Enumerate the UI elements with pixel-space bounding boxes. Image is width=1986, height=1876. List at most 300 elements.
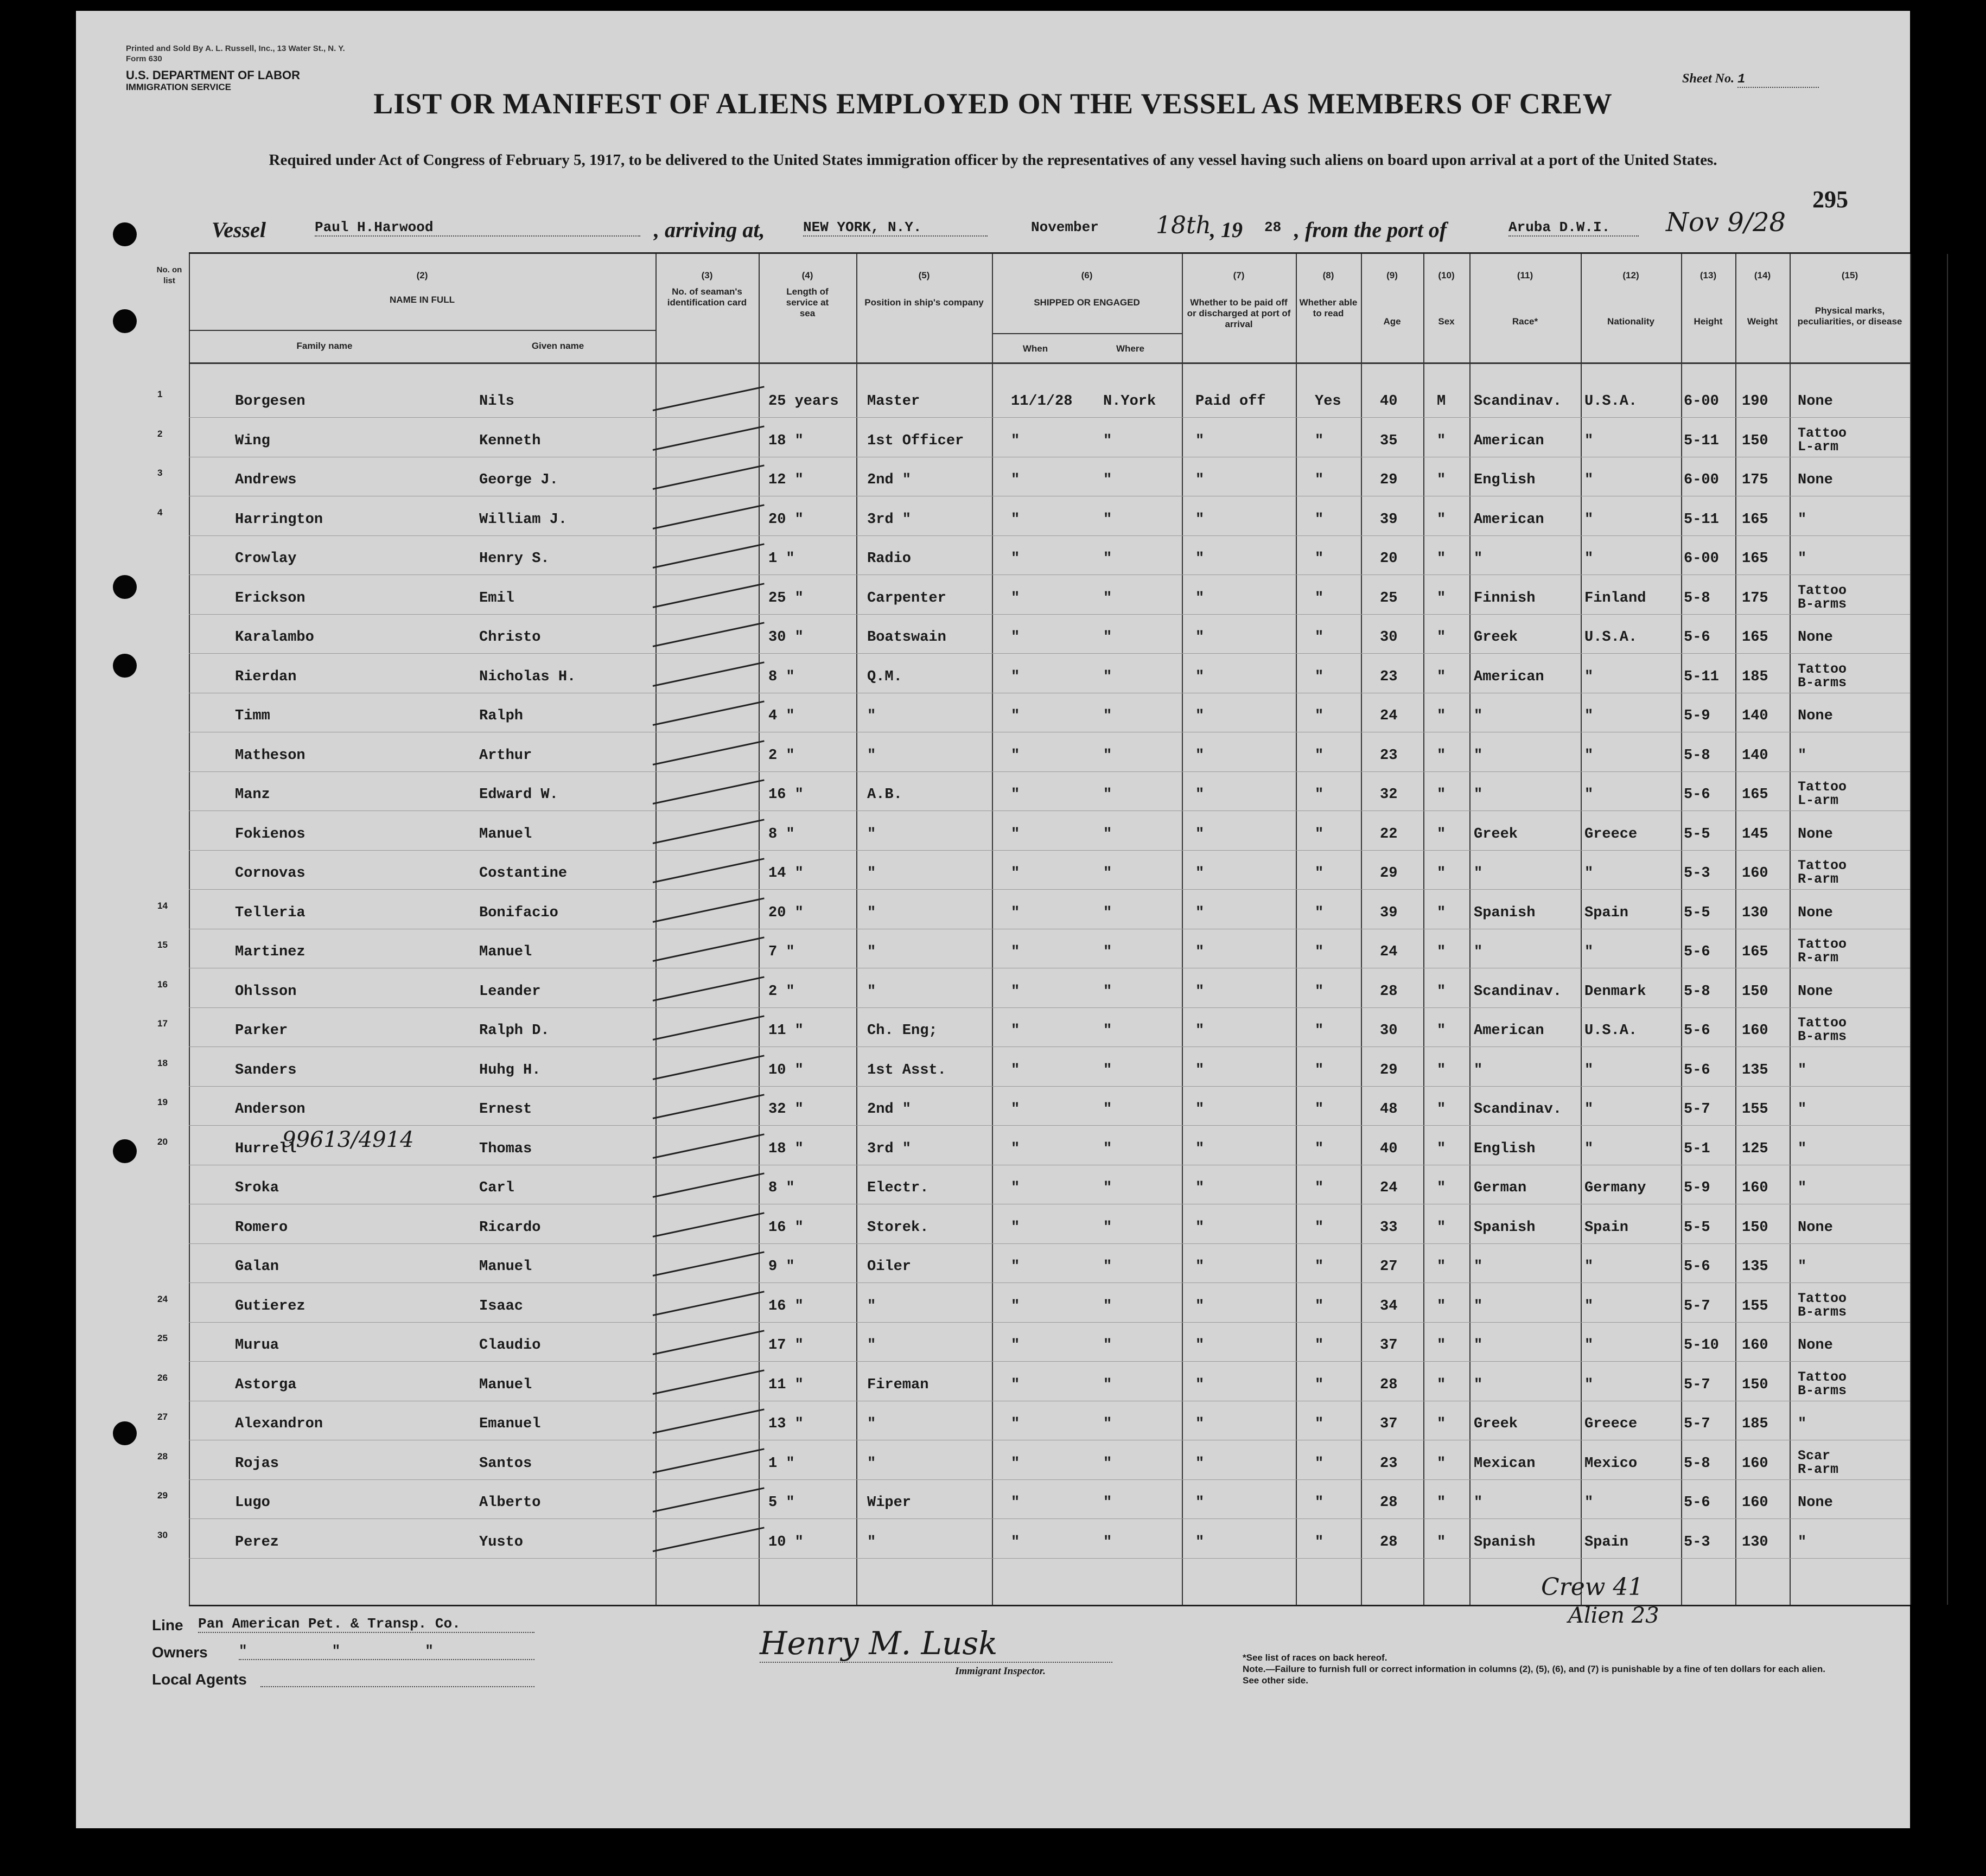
col-given-heading: Given name: [531, 341, 584, 351]
cell-weight: 190: [1742, 393, 1768, 410]
table-row: [157, 1129, 1910, 1168]
cell-when: ": [1011, 1140, 1020, 1157]
cell-where: ": [1103, 1298, 1112, 1315]
cell-nationality: ": [1584, 787, 1594, 803]
cell-marks: None: [1798, 1495, 1833, 1511]
cell-where: ": [1103, 1062, 1112, 1079]
cell-family: Lugo: [235, 1495, 270, 1511]
cell-nationality: Denmark: [1584, 983, 1646, 1000]
cell-age: 23: [1380, 747, 1398, 764]
cell-when: ": [1011, 983, 1020, 1000]
cell-height: 5-5: [1684, 826, 1710, 843]
cell-family: Astorga: [235, 1376, 297, 1393]
cell-age: 37: [1380, 1416, 1398, 1432]
cell-height: 5-3: [1684, 865, 1710, 882]
cell-paid: ": [1195, 1180, 1205, 1196]
cell-race: Greek: [1474, 1416, 1518, 1432]
cell-read: ": [1315, 511, 1324, 528]
cell-height: 5-5: [1684, 1219, 1710, 1236]
cell-family: Fokienos: [235, 826, 305, 843]
cell-when: ": [1011, 1219, 1020, 1236]
col-weight-heading: Weight: [1747, 316, 1778, 327]
col-6-number: (6): [1081, 270, 1093, 280]
table-row: [157, 932, 1910, 971]
cell-position: ": [867, 865, 876, 882]
marks-line: R-arm: [1798, 1461, 1839, 1477]
cell-age: 25: [1380, 590, 1398, 607]
cell-weight: 160: [1742, 1180, 1768, 1196]
cell-given: George J.: [479, 472, 558, 488]
col-service-heading: Length of service at sea: [786, 286, 829, 318]
cell-given: Nicholas H.: [479, 668, 576, 685]
cell-read: ": [1315, 1416, 1324, 1432]
cell-service: 2 ": [768, 747, 795, 764]
cell-family: Telleria: [235, 904, 305, 921]
cell-read: ": [1315, 1298, 1324, 1315]
cell-when: ": [1011, 1376, 1020, 1393]
cell-given: Santos: [479, 1455, 532, 1472]
cell-given: Manuel: [479, 1376, 532, 1393]
cell-weight: 165: [1742, 787, 1768, 803]
cell-given: Kenneth: [479, 432, 541, 449]
binder-hole: [113, 309, 137, 333]
cell-sex: ": [1437, 1376, 1446, 1393]
footnote-penalty: Note.—Failure to furnish full or correct information in columns (2), (5), (6), and (7) is punishable by a fine of ten dollars for each alien. See other side.: [1243, 1664, 1825, 1686]
manifest-sheet: [76, 11, 1910, 1828]
col-14-number: (14): [1754, 270, 1771, 280]
table-row: [157, 1522, 1910, 1561]
col-where-heading: Where: [1116, 343, 1144, 354]
cell-when: ": [1011, 551, 1020, 567]
cell-height: 5-9: [1684, 1180, 1710, 1196]
table-row: [189, 1168, 1910, 1207]
card-check-stroke: [653, 1369, 765, 1395]
col-2-number: (2): [416, 270, 428, 280]
cell-read: ": [1315, 983, 1324, 1000]
cell-marks: None: [1798, 904, 1833, 921]
cell-service: 14 ": [768, 865, 804, 882]
cell-family: Martinez: [235, 944, 305, 960]
cell-position: 1st Asst.: [867, 1062, 946, 1079]
col-13-number: (13): [1699, 270, 1717, 280]
cell-age: 32: [1380, 787, 1398, 803]
cell-marks: None: [1798, 1337, 1833, 1354]
cell-weight: 150: [1742, 1219, 1768, 1236]
row-number: 20: [157, 1136, 168, 1147]
row-number: 3: [157, 468, 163, 478]
cell-marks: ": [1798, 747, 1807, 764]
cell-age: 34: [1380, 1298, 1398, 1315]
table-row: [189, 853, 1910, 892]
cell-given: Yusto: [479, 1534, 524, 1550]
cell-service: 8 ": [768, 1180, 795, 1196]
cell-age: 35: [1380, 432, 1398, 449]
card-check-stroke: [653, 1015, 765, 1041]
cell-sex: ": [1437, 983, 1446, 1000]
col-height-heading: Height: [1694, 316, 1723, 327]
cell-age: 29: [1380, 865, 1398, 882]
card-check-stroke: [653, 976, 765, 1001]
col-12-number: (12): [1622, 270, 1639, 280]
card-check-stroke: [653, 583, 765, 608]
card-check-stroke: [653, 504, 765, 529]
col-9-number: (9): [1386, 270, 1398, 280]
cell-given: Carl: [479, 1180, 514, 1196]
footnote: [1243, 1652, 1839, 1686]
cell-race: Scandinav.: [1474, 1101, 1562, 1118]
page-title: LIST OR MANIFEST OF ALIENS EMPLOYED ON THE VESSEL AS MEMBERS OF CREW: [373, 87, 1613, 120]
cell-position: ": [867, 983, 876, 1000]
cell-where: ": [1103, 787, 1112, 803]
cell-paid: ": [1195, 708, 1205, 724]
cell-given: Manuel: [479, 944, 532, 960]
cell-given: Thomas: [479, 1140, 532, 1157]
cell-race: English: [1474, 472, 1536, 488]
sheet-value: 1: [1737, 72, 1819, 88]
cell-given: Manuel: [479, 826, 532, 843]
cell-given: Ricardo: [479, 1219, 541, 1236]
cell-weight: 165: [1742, 511, 1768, 528]
cell-paid: ": [1195, 787, 1205, 803]
arrival-month: November: [1031, 219, 1099, 235]
cell-race: ": [1474, 1298, 1483, 1315]
footnote-races: *See list of races on back hereof.: [1243, 1652, 1387, 1663]
cell-paid: ": [1195, 747, 1205, 764]
row-number: 25: [157, 1333, 168, 1343]
cell-weight: 150: [1742, 983, 1768, 1000]
cell-weight: 125: [1742, 1140, 1768, 1157]
cell-age: 48: [1380, 1101, 1398, 1118]
cell-marks: [1798, 859, 1847, 886]
year-label: , 19: [1210, 218, 1243, 242]
col-when-heading: When: [1022, 343, 1048, 354]
inspector-role: Immigrant Inspector.: [955, 1666, 1046, 1677]
card-check-stroke: [653, 464, 765, 490]
cell-paid: ": [1195, 629, 1205, 646]
cell-marks: ": [1798, 1416, 1807, 1432]
cell-read: ": [1315, 747, 1324, 764]
cell-nationality: ": [1584, 551, 1594, 567]
cell-height: 5-8: [1684, 983, 1710, 1000]
cell-age: 39: [1380, 904, 1398, 921]
cell-position: 2nd ": [867, 472, 912, 488]
cell-service: 10 ": [768, 1534, 804, 1550]
cell-paid: ": [1195, 1455, 1205, 1472]
col-name-heading: NAME IN FULL: [390, 295, 455, 305]
cell-marks: ": [1798, 511, 1807, 528]
col-5-number: (5): [918, 270, 930, 280]
cell-when: ": [1011, 747, 1020, 764]
cell-weight: 130: [1742, 904, 1768, 921]
table-row: [157, 1365, 1910, 1404]
cell-age: 28: [1380, 983, 1398, 1000]
cell-weight: 165: [1742, 629, 1768, 646]
cell-marks: None: [1798, 393, 1833, 410]
cell-read: ": [1315, 708, 1324, 724]
cell-family: Romero: [235, 1219, 288, 1236]
cell-family: Galan: [235, 1259, 279, 1275]
cell-where: ": [1103, 1455, 1112, 1472]
cell-height: 5-1: [1684, 1140, 1710, 1157]
cell-when: ": [1011, 1180, 1020, 1196]
cell-sex: ": [1437, 826, 1446, 843]
table-row: [189, 736, 1910, 775]
row-number: 17: [157, 1018, 168, 1029]
cell-marks: [1798, 426, 1847, 454]
cell-position: ": [867, 1455, 876, 1472]
cell-service: 17 ": [768, 1337, 804, 1354]
cell-read: ": [1315, 1180, 1324, 1196]
arrival-day: 18th: [1156, 212, 1212, 239]
cell-age: 23: [1380, 1455, 1398, 1472]
cell-when: ": [1011, 472, 1020, 488]
cell-race: ": [1474, 551, 1483, 567]
col-no-heading: No. on list: [156, 265, 182, 285]
cell-where: ": [1103, 904, 1112, 921]
cell-race: ": [1474, 1062, 1483, 1079]
cell-given: Ernest: [479, 1101, 532, 1118]
cell-family: Borgesen: [235, 393, 305, 410]
marks-line: L-arm: [1798, 438, 1839, 455]
table-row: [189, 775, 1910, 814]
cell-weight: 150: [1742, 432, 1768, 449]
cell-paid: ": [1195, 472, 1205, 488]
col-7-number: (7): [1233, 270, 1245, 280]
inspector-signature: Henry M. Lusk: [760, 1625, 1112, 1663]
card-check-stroke: [653, 1487, 765, 1513]
cell-given: Alberto: [479, 1495, 541, 1511]
cell-service: 18 ": [768, 1140, 804, 1157]
cell-sex: ": [1437, 629, 1446, 646]
cell-where: ": [1103, 590, 1112, 607]
cell-service: 16 ": [768, 1298, 804, 1315]
row-number: 14: [157, 900, 168, 911]
cell-service: 16 ": [768, 1219, 804, 1236]
cell-sex: ": [1437, 865, 1446, 882]
cell-where: ": [1103, 1376, 1112, 1393]
printer-line: Printed and Sold By A. L. Russell, Inc., 13 Water St., N. Y.: [126, 44, 345, 53]
cell-age: 30: [1380, 629, 1398, 646]
cell-position: Fireman: [867, 1376, 929, 1393]
cell-sex: ": [1437, 432, 1446, 449]
cell-nationality: ": [1584, 865, 1594, 882]
table-row: [189, 539, 1910, 578]
cell-nationality: ": [1584, 1495, 1594, 1511]
cell-position: Boatswain: [867, 629, 946, 646]
crew-count: Crew 41: [1541, 1573, 1644, 1601]
cell-sex: ": [1437, 1298, 1446, 1315]
cell-nationality: U.S.A.: [1584, 393, 1638, 410]
cell-family: Rojas: [235, 1455, 279, 1472]
service-name: IMMIGRATION SERVICE: [126, 82, 231, 92]
cell-when: ": [1011, 1298, 1020, 1315]
cell-service: 18 ": [768, 432, 804, 449]
cell-height: 5-3: [1684, 1534, 1710, 1550]
cell-family: Ohlsson: [235, 983, 297, 1000]
cell-given: Emil: [479, 590, 514, 607]
cell-where: ": [1103, 1534, 1112, 1550]
cell-weight: 165: [1742, 944, 1768, 960]
cell-height: 6-00: [1684, 551, 1719, 567]
marks-line: Tattoo: [1798, 1290, 1847, 1306]
cell-nationality: Greece: [1584, 1416, 1638, 1432]
binder-hole: [113, 1421, 137, 1445]
arrival-year: 28: [1264, 219, 1282, 235]
cell-race: American: [1474, 432, 1544, 449]
cell-read: ": [1315, 1023, 1324, 1039]
card-check-stroke: [653, 779, 765, 805]
card-check-stroke: [653, 1527, 765, 1552]
cell-service: 7 ": [768, 944, 795, 960]
cell-age: 22: [1380, 826, 1398, 843]
cell-where: ": [1103, 983, 1112, 1000]
cell-when: ": [1011, 865, 1020, 882]
row-number: 30: [157, 1529, 168, 1540]
cell-race: Greek: [1474, 629, 1518, 646]
marks-line: R-arm: [1798, 871, 1839, 887]
cell-family: Rierdan: [235, 668, 297, 685]
marks-line: Tattoo: [1798, 582, 1847, 598]
row-number: 2: [157, 428, 163, 439]
table-row: [157, 1325, 1910, 1364]
cell-when: ": [1011, 1416, 1020, 1432]
cell-marks: None: [1798, 983, 1833, 1000]
card-check-stroke: [653, 622, 765, 647]
marks-line: Tattoo: [1798, 1015, 1847, 1031]
cell-when: ": [1011, 826, 1020, 843]
cell-service: 8 ": [768, 826, 795, 843]
cell-weight: 185: [1742, 668, 1768, 685]
cell-nationality: ": [1584, 1337, 1594, 1354]
card-check-stroke: [653, 858, 765, 883]
cell-where: ": [1103, 511, 1112, 528]
cell-where: ": [1103, 472, 1112, 488]
cell-service: 30 ": [768, 629, 804, 646]
cell-read: ": [1315, 1062, 1324, 1079]
cell-where: ": [1103, 551, 1112, 567]
cell-nationality: ": [1584, 747, 1594, 764]
cell-where: ": [1103, 1180, 1112, 1196]
cell-marks: ": [1798, 1259, 1807, 1275]
cell-sex: ": [1437, 1534, 1446, 1550]
cell-weight: 140: [1742, 747, 1768, 764]
cell-sex: ": [1437, 904, 1446, 921]
vessel-label: Vessel: [212, 218, 266, 242]
marks-line: R-arm: [1798, 950, 1839, 966]
from-port-label: , from the port of: [1294, 218, 1447, 242]
cell-read: ": [1315, 865, 1324, 882]
cell-when: ": [1011, 1062, 1020, 1079]
col-position-heading: Position in ship's company: [864, 297, 984, 308]
cell-position: 1st Officer: [867, 432, 964, 449]
table-row: [157, 460, 1910, 499]
cell-where: ": [1103, 1101, 1112, 1118]
cell-when: ": [1011, 1455, 1020, 1472]
vessel-name: Paul H.Harwood: [315, 219, 640, 237]
cell-read: ": [1315, 826, 1324, 843]
table-row: [157, 1050, 1910, 1089]
marks-line: Tattoo: [1798, 779, 1847, 795]
cell-paid: ": [1195, 511, 1205, 528]
cell-sex: ": [1437, 590, 1446, 607]
cell-position: Wiper: [867, 1495, 912, 1511]
marks-line: B-arms: [1798, 674, 1847, 691]
cell-paid: ": [1195, 668, 1205, 685]
row-number: 4: [157, 507, 163, 518]
line-value: Pan American Pet. & Transp. Co.: [198, 1616, 534, 1633]
cell-when: ": [1011, 432, 1020, 449]
cell-marks: ": [1798, 1140, 1807, 1157]
cell-service: 20 ": [768, 511, 804, 528]
cell-marks: None: [1798, 472, 1833, 488]
cell-where: ": [1103, 1495, 1112, 1511]
cell-read: ": [1315, 904, 1324, 921]
card-check-stroke: [653, 386, 765, 411]
cell-race: ": [1474, 1495, 1483, 1511]
cell-paid: ": [1195, 865, 1205, 882]
table-row: [157, 893, 1910, 932]
cell-read: ": [1315, 1337, 1324, 1354]
table-row: [157, 1444, 1910, 1483]
cell-position: A.B.: [867, 787, 902, 803]
table-row: [157, 421, 1910, 460]
cell-given: Claudio: [479, 1337, 541, 1354]
department-name: U.S. DEPARTMENT OF LABOR: [126, 68, 301, 82]
card-check-stroke: [653, 661, 765, 687]
cell-height: 5-6: [1684, 944, 1710, 960]
cell-sex: ": [1437, 1455, 1446, 1472]
cell-marks: [1798, 937, 1847, 965]
col-read-heading: Whether able to read: [1299, 297, 1358, 318]
cell-service: 20 ": [768, 904, 804, 921]
cell-weight: 135: [1742, 1062, 1768, 1079]
cell-service: 4 ": [768, 708, 795, 724]
col-15-number: (15): [1841, 270, 1858, 280]
cell-age: 40: [1380, 393, 1398, 410]
cell-position: 3rd ": [867, 1140, 912, 1157]
cell-given: Henry S.: [479, 551, 550, 567]
cell-where: ": [1103, 1023, 1112, 1039]
row-number: 27: [157, 1412, 168, 1422]
cell-weight: 135: [1742, 1259, 1768, 1275]
table-row: [157, 1011, 1910, 1050]
cell-paid: ": [1195, 904, 1205, 921]
cell-marks: None: [1798, 1219, 1833, 1236]
row-number: 15: [157, 940, 168, 950]
card-check-stroke: [653, 1094, 765, 1119]
card-check-stroke: [653, 897, 765, 923]
cell-sex: ": [1437, 1495, 1446, 1511]
table-row: [157, 1286, 1910, 1325]
cell-height: 5-11: [1684, 668, 1719, 685]
owners-value: " " ": [239, 1643, 534, 1660]
cell-sex: ": [1437, 1180, 1446, 1196]
cell-read: ": [1315, 551, 1324, 567]
row-number: 26: [157, 1372, 168, 1383]
cell-nationality: ": [1584, 1140, 1594, 1157]
cell-read: ": [1315, 787, 1324, 803]
alien-count: Alien 23: [1568, 1603, 1659, 1628]
cell-when: ": [1011, 1101, 1020, 1118]
cell-marks: [1798, 1292, 1847, 1319]
cell-given: William J.: [479, 511, 568, 528]
cell-marks: [1798, 780, 1847, 807]
cell-race: Spanish: [1474, 1534, 1536, 1550]
cell-family: Parker: [235, 1023, 288, 1039]
cell-race: English: [1474, 1140, 1536, 1157]
cell-nationality: ": [1584, 1101, 1594, 1118]
cell-nationality: ": [1584, 1062, 1594, 1079]
